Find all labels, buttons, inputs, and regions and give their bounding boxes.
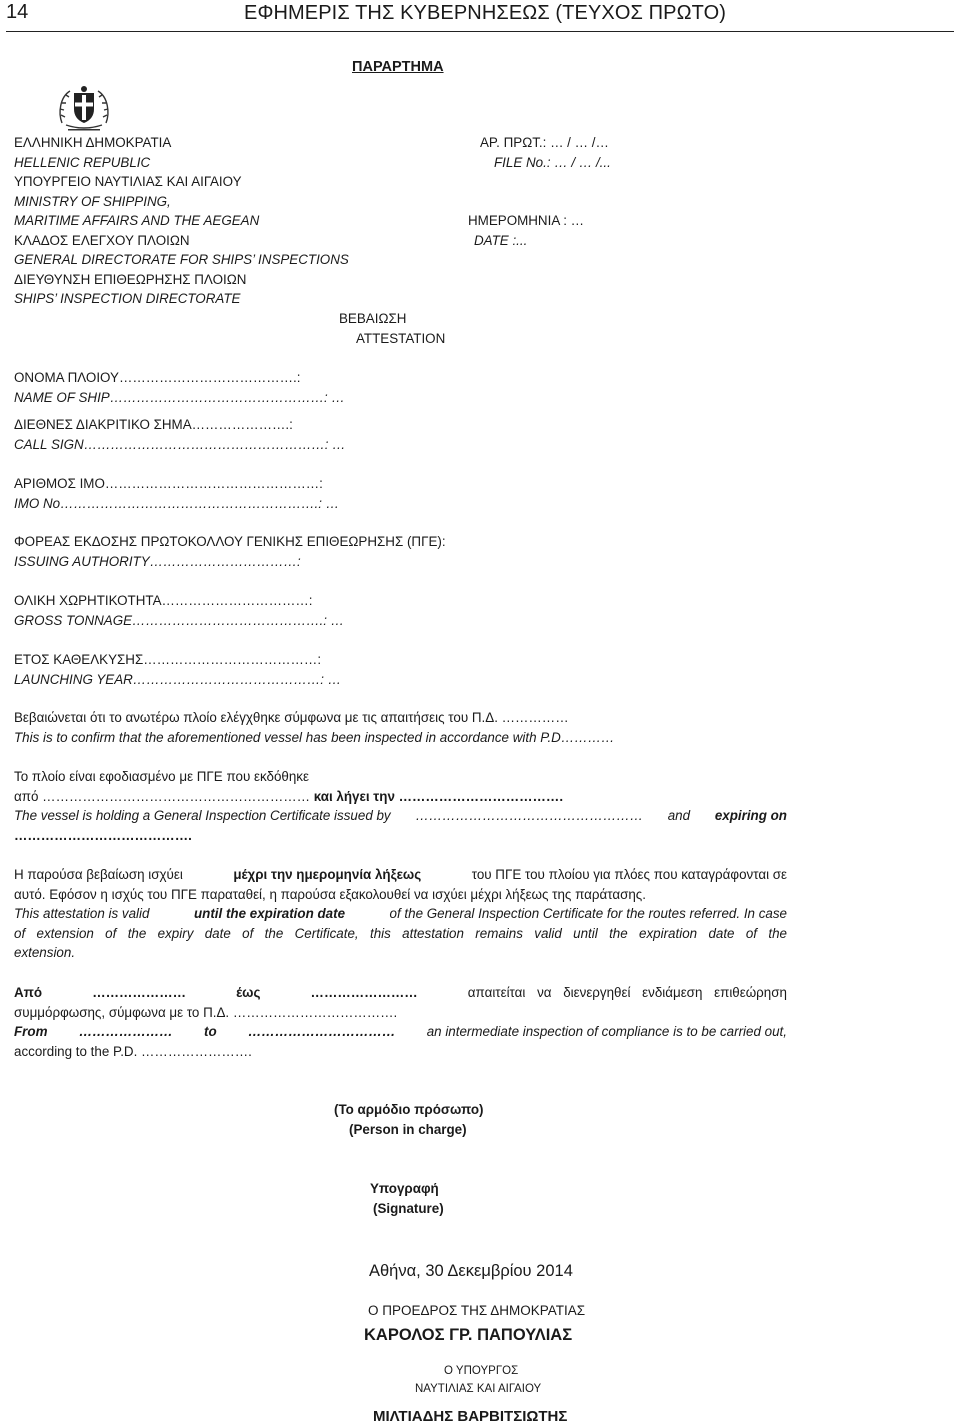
signature-label-english: (Signature): [373, 1200, 444, 1216]
intermediate-english-line2: according to the P.D. …………………….: [14, 1043, 252, 1059]
authority-line: MARITIME AFFAIRS AND THE AEGEAN: [14, 213, 260, 228]
confirmation-english: This is to confirm that the aforementioned vessel has been inspected in accordance with P.D…………: [14, 729, 615, 745]
responsible-person-english: (Person in charge): [349, 1121, 467, 1137]
intermediate-greek-rest: απαιτείται να διενεργηθεί ενδιάμεση επιθεώρηση: [467, 985, 787, 1000]
validity-english-bold: until the expiration date: [193, 906, 346, 921]
validity-greek-a: Η παρούσα βεβαίωση ισχύει: [14, 867, 183, 882]
certificate-english-and: and: [667, 808, 691, 823]
certificate-english-text: The vessel is holding a General Inspection Certificate issued by: [14, 808, 391, 823]
validity-english-b: of the General Inspection Certificate for the routes referred. In case: [389, 906, 787, 921]
field-launching-year: [14, 650, 341, 689]
confirmation-greek: Βεβαιώνεται ότι το ανωτέρω πλοίο ελέγχθηκε σύμφωνα με τις απαιτήσεις του Π.Δ. ……………: [14, 710, 569, 725]
field-label-greek: ΦΟΡΕΑΣ ΕΚΔΟΣΗΣ ΠΡΩΤΟΚΟΛΛΟΥ ΓΕΝΙΚΗΣ ΕΠΙΘΕΩΡΗΣΗΣ (ΠΓΕ):: [14, 534, 446, 549]
authority-line: ΕΛΛΗΝΙΚΗ ΔΗΜΟΚΡΑΤΙΑ: [14, 135, 172, 150]
field-label-greek: ΟΝΟΜΑ ΠΛΟΙΟΥ………………………………….:: [14, 370, 301, 385]
field-label-english: IMO No………………………………………………….: …: [14, 495, 340, 511]
authority-line: ΚΛΑΔΟΣ ΕΛΕΓΧΟΥ ΠΛΟΙΩΝ: [14, 232, 190, 248]
field-label-greek: ΟΛΙΚΗ ΧΩΡΗΤΙΚΟΤΗΤΑ……………………………:: [14, 593, 313, 608]
validity-english-a: This attestation is valid: [14, 906, 150, 921]
intermediate-from-dots: …………………: [92, 985, 186, 1000]
certificate-expires-dots: ……………………………….: [398, 788, 564, 804]
field-label-greek: ΕΤΟΣ ΚΑΘΕΛΚΥΣΗΣ…………………………………:: [14, 652, 322, 667]
header-rule: [6, 31, 954, 32]
authority-line: ΥΠΟΥΡΓΕΙΟ ΝΑΥΤΙΛΙΑΣ ΚΑΙ ΑΙΓΑΙΟΥ: [14, 174, 242, 189]
certificate-english-dots: ……………………………………………: [415, 808, 643, 823]
certificate-english-line1: [14, 806, 787, 826]
field-imo-number: [14, 474, 339, 513]
field-label-greek: ΑΡΙΘΜΟΣ IMO…………………………………………:: [14, 476, 323, 491]
certificate-english-dots2: ………………………………….: [14, 827, 192, 843]
certificate-greek-line2: [14, 787, 563, 807]
authority-line: MINISTRY OF SHIPPING,: [14, 193, 171, 209]
validity-greek-line1: [14, 865, 787, 885]
authority-line: SHIPS’ INSPECTION DIRECTORATE: [14, 291, 241, 306]
field-ship-name: [14, 368, 345, 407]
certificate-from-dots: ……………………………………………………: [42, 788, 310, 804]
intermediate-en-from-dots: …………………: [78, 1024, 173, 1039]
protocol-number: ΑΡ. ΠΡΩΤ.: … / … /…: [480, 135, 609, 150]
gazette-title: ΕΦΗΜΕΡΙΣ ΤΗΣ ΚΥΒΕΡΝΗΣΕΩΣ (ΤΕΥΧΟΣ ΠΡΩΤΟ): [244, 2, 727, 24]
validity-english-line2: of extension of the expiry date of the Certificate, this attestation remains valid until the expiration date of the: [14, 925, 787, 941]
field-gross-tonnage: [14, 591, 344, 630]
date-english: DATE :...: [474, 232, 528, 248]
attestation-title-english: ATTESTATION: [356, 330, 446, 346]
minister-title-line2: ΝΑΥΤΙΛΙΑΣ ΚΑΙ ΑΙΓΑΙΟΥ: [415, 1383, 542, 1395]
intermediate-to-label: έως: [236, 985, 261, 1000]
responsible-person-greek: (Το αρμόδιο πρόσωπο): [334, 1102, 484, 1117]
attestation-title-greek: ΒΕΒΑΙΩΣΗ: [339, 311, 407, 326]
intermediate-en-to-label: to: [204, 1024, 217, 1039]
field-label-greek: ΔΙΕΘΝΕΣ ΔΙΑΚΡΙΤΙΚΟ ΣΗΜΑ………………….:: [14, 417, 293, 432]
certificate-from-label: από: [14, 788, 39, 804]
authority-line: GENERAL DIRECTORATE FOR SHIPS’ INSPECTIONS: [14, 252, 349, 267]
place-and-date: Αθήνα, 30 Δεκεμβρίου 2014: [369, 1262, 573, 1280]
field-issuing-authority: [14, 532, 446, 571]
president-title: Ο ΠΡΟΕΔΡΟΣ ΤΗΣ ΔΗΜΟΚΡΑΤΙΑΣ: [368, 1303, 586, 1318]
minister-name: ΜΙΛΤΙΑΔΗΣ ΒΑΡΒΙΤΣΙΩΤΗΣ: [373, 1408, 568, 1425]
intermediate-from-label: Από: [14, 985, 43, 1000]
date-greek: ΗΜΕΡΟΜΗΝΙΑ : …: [468, 213, 585, 228]
validity-english-line1: [14, 904, 787, 924]
authority-line: ΔΙΕΥΘΥΝΣΗ ΕΠΙΘΕΩΡΗΣΗΣ ΠΛΟΙΩΝ: [14, 271, 247, 287]
certificate-expires-label: και λήγει την: [313, 788, 395, 804]
field-label-english: GROSS TONNAGE…………………………………….: …: [14, 612, 345, 628]
certificate-english-expiring: expiring on: [714, 808, 787, 823]
intermediate-greek-line2: συμμόρφωσης, σύμφωνα με το Π.Δ. ……………………………….: [14, 1004, 398, 1020]
president-name: ΚΑΡΟΛΟΣ ΓΡ. ΠΑΠΟΥΛΙΑΣ: [364, 1326, 573, 1344]
certificate-greek-line1: Το πλοίο είναι εφοδιασμένο με ΠΓΕ που εκδόθηκε: [14, 769, 309, 784]
validity-greek-line2: αυτό. Εφόσον η ισχύς του ΠΓΕ παραταθεί, η παρούσα εξακολουθεί να ισχύει μέχρι λήξεως της παράτασης.: [14, 886, 646, 902]
minister-title-line1: Ο ΥΠΟΥΡΓΟΣ: [444, 1365, 519, 1377]
field-label-english: NAME OF SHIP…………………………………………: …: [14, 389, 345, 405]
intermediate-en-to-dots: ……………………………: [248, 1024, 396, 1039]
intermediate-en-from-label: From: [14, 1024, 48, 1039]
intermediate-english-line1: [14, 1022, 787, 1042]
file-number: FILE No.: … / … /...: [494, 154, 611, 170]
authority-block: [14, 133, 349, 309]
validity-english-line3: extension.: [14, 945, 76, 960]
annex-title: ΠΑΡΑΡΤΗΜΑ: [352, 59, 444, 75]
validity-greek-b: του ΠΓΕ του πλοίου για πλόες που καταγράφονται σε: [471, 867, 787, 882]
validity-greek-bold: μέχρι την ημερομηνία λήξεως: [233, 867, 422, 882]
field-label-english: CALL SIGN………………………………………………: …: [14, 436, 346, 452]
intermediate-greek-line1: [14, 983, 787, 1003]
field-label-english: ISSUING AUTHORITY……………………………:: [14, 553, 301, 569]
intermediate-english-rest: an intermediate inspection of compliance is to be carried out,: [426, 1024, 787, 1039]
field-label-english: LAUNCHING YEAR……………………………………: …: [14, 671, 342, 687]
greek-coat-of-arms-icon: [54, 83, 114, 131]
page-number: 14: [6, 1, 29, 23]
intermediate-to-dots: ……………………: [310, 985, 418, 1000]
authority-line: HELLENIC REPUBLIC: [14, 154, 151, 170]
signature-label-greek: Υπογραφή: [370, 1181, 439, 1196]
field-call-sign: [14, 415, 346, 454]
